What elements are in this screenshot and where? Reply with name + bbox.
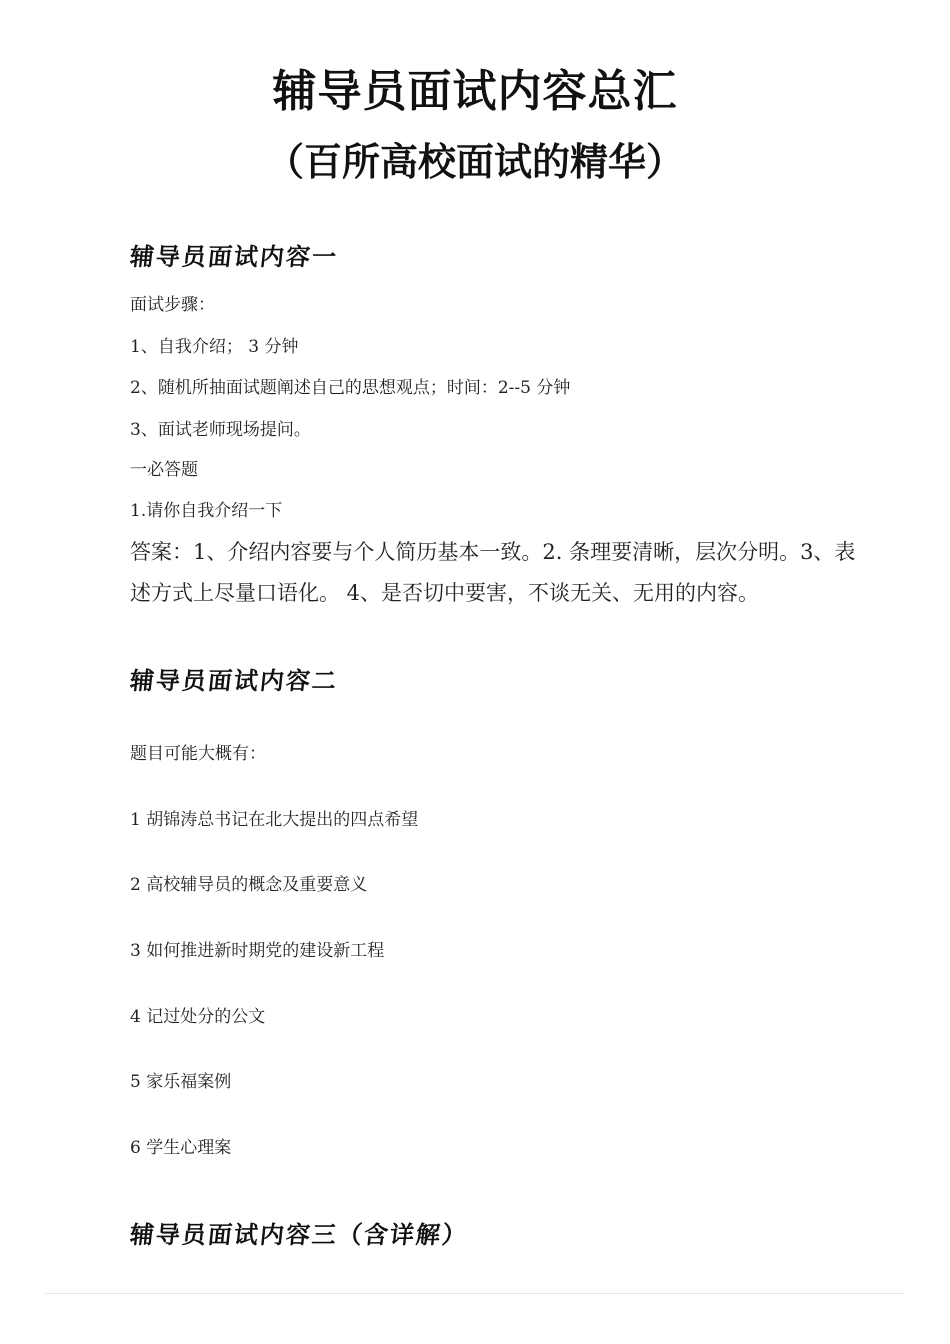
section2-item-2: 2 高校辅导员的概念及重要意义 [130,875,368,895]
section-heading-1: 辅导员面试内容一 [128,242,340,271]
section2-item-5: 5 家乐福案例 [130,1072,232,1092]
section2-item-4: 4 记过处分的公文 [130,1007,266,1027]
section2-intro: 题目可能大概有： [130,744,266,764]
section2-item-6: 6 学生心理案 [130,1138,232,1158]
section1-answer: 答案：1、介绍内容要与个人简历基本一致。2. 条理要清晰，层次分明。3、表述方式上尽量口语化。 4、是否切中要害，不谈无关、无用的内容。 [130,540,856,605]
section1-line-required: 一必答题 [130,460,198,480]
document-title: 辅导员面试内容总汇 [272,66,678,117]
section2-item-1: 1 胡锦涛总书记在北大提出的四点希望 [130,810,419,830]
section1-line-steps: 面试步骤： [130,295,215,315]
section1-line-random: 2、随机所抽面试题阐述自己的思想观点；时间：2--5 分钟 [130,378,571,398]
section-heading-2: 辅导员面试内容二 [128,666,340,695]
section1-line-questions: 3、面试老师现场提问。 [130,420,311,440]
section-heading-3: 辅导员面试内容三（含详解） [128,1220,470,1249]
section1-line-q1: 1.请你自我介绍一下 [130,501,283,521]
section2-item-3: 3 如何推进新时期党的建设新工程 [130,941,385,961]
section1-line-intro: 1、自我介绍； 3 分钟 [130,337,299,357]
page-bottom-divider [45,1293,905,1294]
document-subtitle: （百所高校面试的精华） [265,140,684,184]
